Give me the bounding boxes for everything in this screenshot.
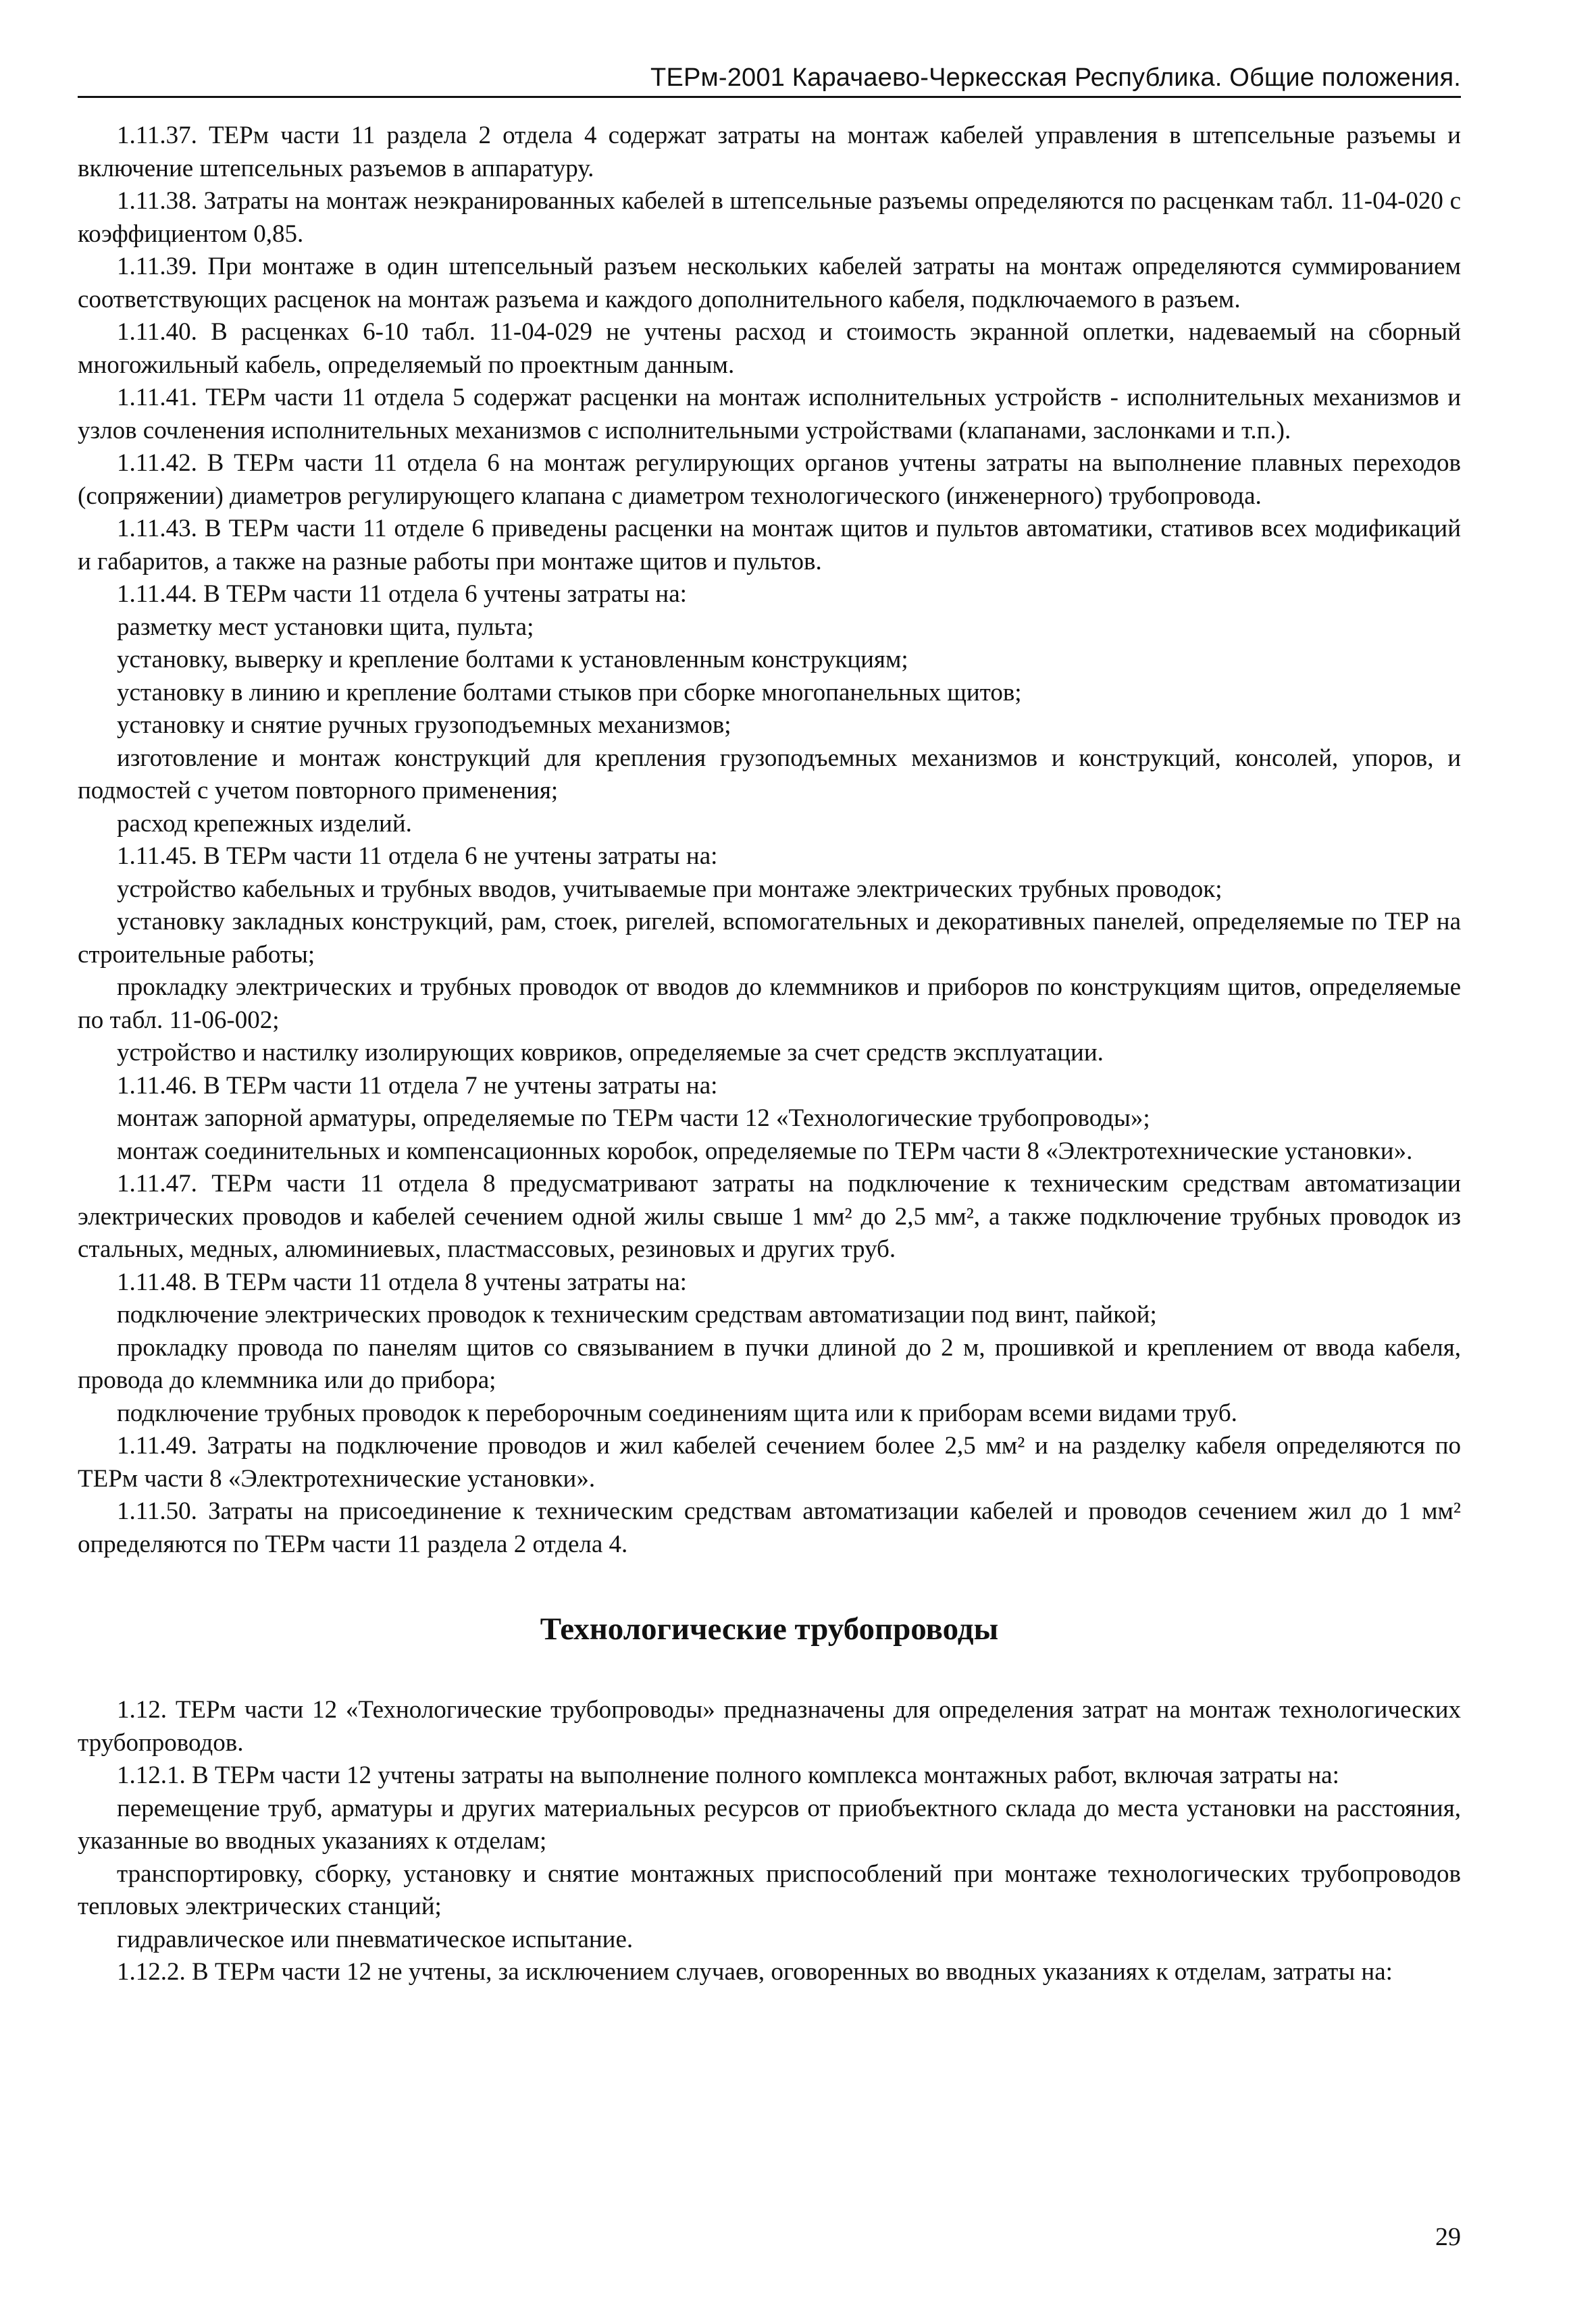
list-item: подключение трубных проводок к переборочным соединениям щита или к приборам всеми видами труб. xyxy=(117,1399,1237,1427)
list-item: установку закладных конструкций, рам, стоек, ригелей, вспомогательных и декоративных панелей, определяемые по ТЕР на строительные работы; xyxy=(78,908,1461,969)
paragraph-1-12-2: 1.12.2. В ТЕРм части 12 не учтены, за исключением случаев, оговоренных во вводных указаниях к отделам, затраты на: xyxy=(117,1958,1393,1986)
paragraph-1-11-48: 1.11.48. В ТЕРм части 11 отдела 8 учтены затраты на: xyxy=(117,1268,687,1296)
paragraph-1-12: 1.12. ТЕРм части 12 «Технологические трубопроводы» предназначены для определения затрат на монтаж технологических трубопроводов. xyxy=(78,1696,1461,1757)
list-item: прокладку электрических и трубных проводок от вводов до клеммников и приборов по конструкциям щитов, определяемые по табл. 11-06-002; xyxy=(78,973,1461,1034)
list-item: подключение электрических проводок к техническим средствам автоматизации под винт, пайкой; xyxy=(117,1301,1157,1329)
section-title: Технологические трубопроводы xyxy=(540,1612,999,1647)
list-item: изготовление и монтаж конструкций для крепления грузоподъемных механизмов и конструкций, консолей, упоров, и подмостей с учетом повторного применения; xyxy=(78,744,1461,804)
list-item: перемещение труб, арматуры и других материальных ресурсов от приобъектного склада до места установки на расстояния, указанные во вводных указаниях к отделам; xyxy=(78,1794,1461,1855)
list-item: гидравлическое или пневматическое испытание. xyxy=(117,1925,634,1953)
list-item: монтаж запорной арматуры, определяемые по ТЕРм части 12 «Технологические трубопроводы»; xyxy=(117,1104,1150,1132)
paragraph-1-11-50: 1.11.50. Затраты на присоединение к техническим средствам автоматизации кабелей и проводов сечением жил до 1 мм² определяются по ТЕРм части 11 раздела 2 отдела 4. xyxy=(78,1497,1461,1558)
list-item: разметку мест установки щита, пульта; xyxy=(117,613,534,641)
list-item: установку и снятие ручных грузоподъемных механизмов; xyxy=(117,711,731,739)
list-item: устройство кабельных и трубных вводов, учитываемые при монтаже электрических трубных проводок; xyxy=(117,875,1222,903)
list-item: транспортировку, сборку, установку и снятие монтажных приспособлений при монтаже технологических трубопроводов тепловых электрических станций; xyxy=(78,1859,1461,1920)
paragraph-1-11-46: 1.11.46. В ТЕРм части 11 отдела 7 не учтены затраты на: xyxy=(117,1071,718,1100)
running-header: ТЕРм-2001 Карачаево-Черкесская Республика. Общие положения. xyxy=(78,62,1461,98)
paragraph-1-11-37: 1.11.37. ТЕРм части 11 раздела 2 отдела 4 содержат затраты на монтаж кабелей управления в штепсельные разъемы и включение штепсельных разъемов в аппаратуру. xyxy=(78,122,1461,182)
paragraph-1-11-44: 1.11.44. В ТЕРм части 11 отдела 6 учтены затраты на: xyxy=(117,580,687,608)
list-item: монтаж соединительных и компенсационных коробок, определяемые по ТЕРм части 8 «Электротехнические установки». xyxy=(117,1137,1413,1165)
paragraph-1-11-40: 1.11.40. В расценках 6-10 табл. 11-04-029 не учтены расход и стоимость экранной оплетки, надеваемый на сборный многожильный кабель, определяемый по проектным данным. xyxy=(78,318,1461,379)
list-item: установку, выверку и крепление болтами к установленным конструкциям; xyxy=(117,646,908,673)
paragraph-1-12-1: 1.12.1. В ТЕРм части 12 учтены затраты на выполнение полного комплекса монтажных работ, включая затраты на: xyxy=(117,1762,1339,1789)
list-item: прокладку провода по панелям щитов со связыванием в пучки длиной до 2 м, прошивкой и креплением от ввода кабеля, провода до клеммника или до прибора; xyxy=(78,1333,1461,1394)
paragraph-1-11-47: 1.11.47. ТЕРм части 11 отдела 8 предусматривают затраты на подключение к техническим средствам автоматизации электрических проводов и кабелей сечением одной жилы свыше 1 мм² до 2,5 мм², а также подключение трубных проводок из стальных, медных, алюминиевых, пластмассовых, резиновых и других труб. xyxy=(78,1170,1461,1263)
paragraph-1-11-45: 1.11.45. В ТЕРм части 11 отдела 6 не учтены затраты на: xyxy=(117,842,718,870)
paragraph-1-11-41: 1.11.41. ТЕРм части 11 отдела 5 содержат расценки на монтаж исполнительных устройств - исполнительных механизмов и узлов сочленения исполнительных механизмов с исполнительными устройствами (клапанами, заслонками и т.п.). xyxy=(78,384,1461,444)
paragraph-1-11-49: 1.11.49. Затраты на подключение проводов и жил кабелей сечением более 2,5 мм² и на разделку кабеля определяются по ТЕРм части 8 «Электротехнические установки». xyxy=(78,1432,1461,1493)
list-item: устройство и настилку изолирующих ковриков, определяемые за счет средств эксплуатации. xyxy=(117,1039,1104,1066)
list-item: расход крепежных изделий. xyxy=(117,809,412,838)
page-body xyxy=(78,120,1461,1989)
list-item: установку в линию и крепление болтами стыков при сборке многопанельных щитов; xyxy=(117,678,1022,706)
paragraph-1-11-43: 1.11.43. В ТЕРм части 11 отделе 6 приведены расценки на монтаж щитов и пультов автоматики, стативов всех модификаций и габаритов, а также на разные работы при монтаже щитов и пультов. xyxy=(78,515,1461,575)
paragraph-1-11-39: 1.11.39. При монтаже в один штепсельный разъем нескольких кабелей затраты на монтаж определяются суммированием соответствующих расценок на монтаж разъема и каждого дополнительного кабеля, подключаемого в разъем. xyxy=(78,253,1461,313)
page-number: 29 xyxy=(1435,2223,1461,2251)
paragraph-1-11-38: 1.11.38. Затраты на монтаж неэкранированных кабелей в штепсельные разъемы определяются по расценкам табл. 11-04-020 с коэффициентом 0,85. xyxy=(78,187,1461,248)
paragraph-1-11-42: 1.11.42. В ТЕРм части 11 отдела 6 на монтаж регулирующих органов учтены затраты на выполнение плавных переходов (сопряжении) диаметров регулирующего клапана с диаметром технологического (инженерного) трубопровода. xyxy=(78,449,1461,510)
